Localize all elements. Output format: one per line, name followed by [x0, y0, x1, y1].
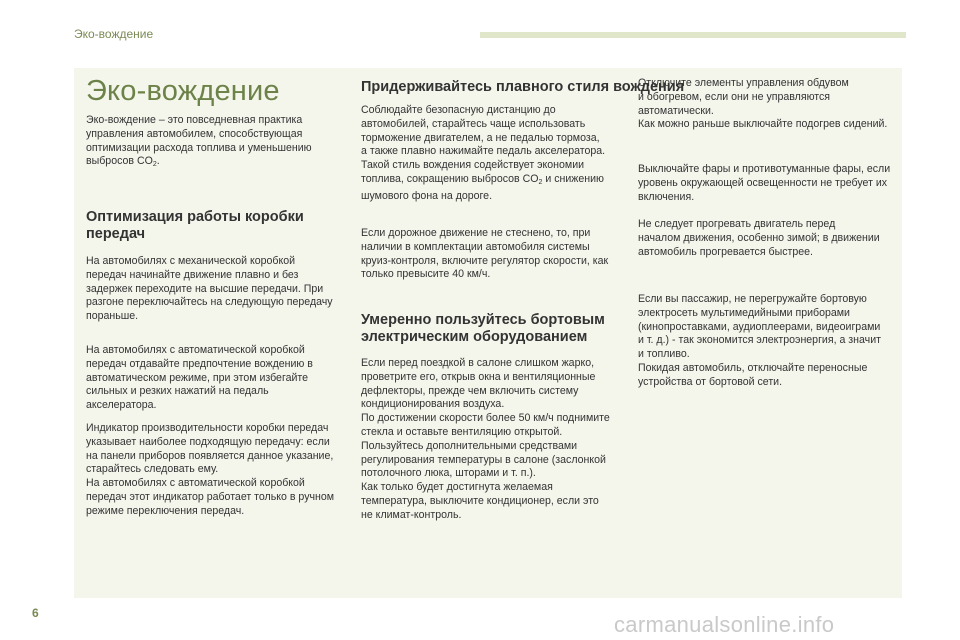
text-line: автоматически. [638, 104, 714, 117]
manual-gearbox-paragraph [86, 255, 333, 324]
text-line: На автомобилях с автоматической коробкой [86, 477, 305, 490]
text-line: и т. д.) - так экономится электроэнергия, а значит [638, 334, 881, 347]
intro-text: выбросов CO [86, 155, 153, 168]
co2-subscript: 2 [152, 161, 157, 169]
text-line: проветрите его, открыв окна и вентиляционные [361, 370, 596, 383]
section-title-smooth-driving: Придерживайтесь плавного стиля вождения [361, 79, 685, 95]
section-title-line: Оптимизация работы коробки [86, 209, 304, 225]
text-line: только превысите 40 км/ч. [361, 268, 491, 281]
text-line: не климат-контроль. [361, 508, 462, 521]
text-line: регулирования температуры в салоне (заслонкой [361, 453, 606, 466]
text-line: пораньше. [86, 310, 139, 323]
text-line: потолочного люка, шторами и т. п.). [361, 467, 536, 480]
text-line: сильных и резких нажатий на педаль [86, 385, 269, 398]
text-line: а также плавно нажимайте педаль акселератора. [361, 145, 606, 158]
text-line: уровень окружающей освещенности не требует их [638, 176, 888, 189]
co2-subscript: 2 [538, 178, 543, 186]
text-line [361, 173, 605, 190]
text-line: Пользуйтесь дополнительными средствами [361, 439, 578, 452]
running-header: Эко-вождение [74, 27, 154, 41]
content-panel [74, 68, 902, 598]
text-line: Индикатор производительности коробки передач [86, 422, 329, 434]
column-1 [86, 68, 344, 517]
automatic-gearbox-paragraph [86, 344, 313, 413]
intro-punct: . [156, 155, 160, 168]
text-line: Если перед поездкой в салоне слишком жарко, [361, 357, 595, 369]
intro-paragraph [86, 114, 312, 172]
text-part: топлива, сокращению выбросов CO [361, 172, 539, 185]
smooth-driving-paragraph [361, 104, 605, 204]
passenger-devices-paragraph [638, 293, 881, 390]
text-line: Если вы пассажир, не перегружайте бортовую [638, 293, 867, 305]
text-line: Не следует прогревать двигатель перед [638, 218, 836, 230]
text-line: (кинопроставками, аудиоплеерами, видеоиграми [638, 320, 881, 333]
text-line: передач отдавайте предпочтение вождению в [86, 357, 313, 370]
text-line: задержек переходите на высшие передачи. При [86, 282, 324, 295]
text-part: и снижению [542, 172, 604, 185]
text-line: Соблюдайте безопасную дистанцию до [361, 104, 556, 116]
intro-line [86, 155, 312, 172]
text-line: Отключите элементы управления обдувом [638, 77, 849, 89]
page-number: 6 [32, 606, 39, 620]
text-line: По достижении скорости более 50 км/ч поднимите [361, 412, 610, 425]
text-line: Если дорожное движение не стеснено, то, при [361, 227, 591, 239]
text-line: Как только будет достигнута желаемая [361, 481, 553, 494]
text-line: указывает наиболее подходящую передачу: если [86, 435, 330, 448]
text-line: Покидая автомобиль, отключайте переносные [638, 361, 868, 374]
intro-line: оптимизации расхода топлива и уменьшению [86, 141, 312, 154]
intro-line: управления автомобилем, способствующая [86, 127, 303, 140]
text-line: круиз-контроля, включите регулятор скорости, как [361, 254, 609, 267]
headlights-paragraph [638, 163, 890, 204]
section-title-gearbox [86, 209, 304, 243]
text-line: Как можно раньше выключайте подогрев сидений. [638, 118, 888, 131]
text-line: акселератора. [86, 399, 157, 412]
engine-warmup-paragraph [638, 218, 880, 259]
text-line: включения. [638, 190, 695, 203]
climate-controls-paragraph [638, 77, 887, 132]
text-line: температура, выключите кондиционер, если это [361, 494, 599, 507]
section-title-electrical [361, 312, 605, 346]
text-line: передач этот индикатор работает только в ручном [86, 490, 335, 503]
text-line: и топливо. [638, 348, 690, 361]
text-line: автомобилей, старайтесь чаще использовать [361, 117, 586, 130]
text-line: шумового фона на дороге. [361, 189, 493, 202]
text-line: На автомобилях с механической коробкой [86, 255, 296, 267]
text-line: и обогревом, если они не управляются [638, 90, 831, 103]
text-line: режиме переключения передач. [86, 504, 245, 517]
page-title: Эко-вождение [86, 75, 280, 107]
gear-indicator-paragraph [86, 422, 334, 519]
text-line: автоматическом режиме, при этом избегайте [86, 371, 309, 384]
text-line: Такой стиль вождения содействует экономии [361, 159, 585, 172]
text-line: электросеть мультимедийными приборами [638, 306, 850, 319]
section-title-line: электрическим оборудованием [361, 329, 588, 345]
text-line: началом движения, особенно зимой; в движении [638, 231, 880, 244]
text-line: разгоне переключайтесь на следующую передачу [86, 296, 333, 309]
header-bar [480, 32, 906, 38]
text-line: старайтесь следовать ему. [86, 463, 219, 476]
text-line: на панели приборов появляется данное указание, [86, 449, 334, 462]
text-line: кондиционирования воздуха. [361, 398, 505, 411]
text-line: стекла и оставьте вентиляцию открытой. [361, 425, 563, 438]
text-line: торможение двигателем, а не педалью тормоза, [361, 131, 600, 144]
text-line: автомобиль прогревается быстрее. [638, 245, 813, 258]
text-line: передач начинайте движение плавно и без [86, 268, 299, 281]
section-title-line: Умеренно пользуйтесь бортовым [361, 312, 605, 328]
section-title-line: передач [86, 226, 146, 242]
intro-line: Эко-вождение – это повседневная практика [86, 114, 303, 126]
text-line: устройства от бортовой сети. [638, 375, 783, 388]
text-line: наличии в комплектации автомобиля системы [361, 240, 590, 253]
text-line: дефлекторы, прежде чем включить систему [361, 384, 579, 397]
text-line: На автомобилях с автоматической коробкой [86, 344, 305, 356]
watermark: carmanualsonline.info [614, 612, 835, 637]
air-conditioning-paragraph [361, 357, 610, 523]
cruise-control-paragraph [361, 227, 608, 282]
text-line: Выключайте фары и противотуманные фары, если [638, 163, 891, 175]
